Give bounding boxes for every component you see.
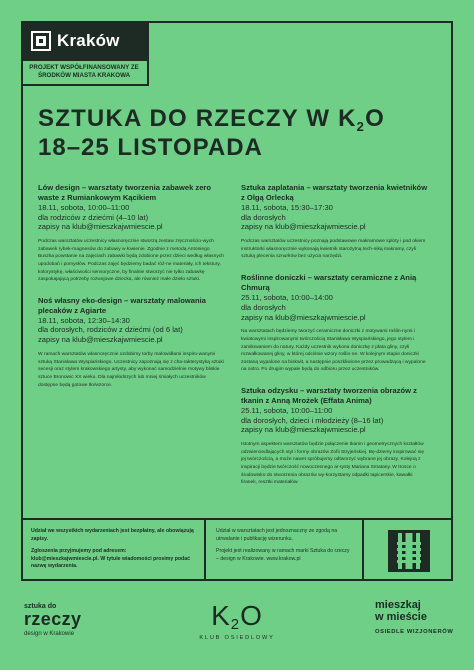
qr-code[interactable] bbox=[388, 530, 430, 572]
event-block bbox=[241, 183, 428, 261]
funding-note: PROJEKT WSPÓŁFINANSOWANY ZE ŚRODKÓW MIASTA KRAKOWA bbox=[21, 61, 149, 86]
event-title: Sztuka zaplatania – warsztaty tworzenia kwietników z Olgą Orlecką bbox=[241, 183, 428, 202]
events-column-right bbox=[241, 183, 428, 499]
event-details: 18.11, sobota, 12:30–14:30 dla dorosłych, rodziców z dziećmi (od 6 lat) zapisy na klub@mieszkajwmiescie.pl bbox=[38, 315, 183, 345]
poster-title: SZTUKA DO RZECZY W $K_2O$ bbox=[38, 105, 385, 134]
event-description: Podczas warsztatów uczestnicy własnoręcznie stworzą zestaw zręcznościo-wych zabawek rybek-magnesów do zabawy w łowienie. Zgodnie z metodą Antoniego Buszka powstanie na zajęciach zabawki będą zdobione przez dzieci według własnych upodobań i pomysłów. Podczas zajęć będziemy badać róż-ne materiały, ich tekstury, kolorystykę, właściwości sensoryczne, by finalnie stworzyć nie tylko zabawkę zaspokajającą potrzeby rozwojowe dziecka, ale również małe dzieło sztuki. bbox=[38, 239, 224, 283]
event-title: Roślinne doniczki – warsztaty ceramiczne z Anią Chmurą bbox=[241, 273, 417, 292]
event-description: Podczas warsztatów uczestnicy poznają podstawowe makramowe sploty i pod okiem instruktorki własnoręcznie wykonają kwietnik starożytną tech-niką makramy, czyli sztuką plecenia sznurków bez użycia narzędzi. bbox=[241, 239, 426, 260]
event-title: Sztuka odzysku – warsztaty tworzenia obrazów z tkanin z Anną Mrożek (Effata Anima) bbox=[241, 385, 417, 405]
event-description: Istotnym aspektem warsztatów będzie połączenie tkanin i geometrycznych kształtów odzwierciedlających styl i formy obrazów Zofii Stryjeńskiej. Bę-dziemy inspirować się jej twórczością, a może nawet spróbujemy odtworzyć wybrane jej obrazy. Kolejną z inspiracji będzie twórczość nowoczesnego ar-tysty Mariana Smatany. W trosce o środowisko do stworzenia obrazów wy-korzystamy odpadki tapicerskie, kawałki firanek, resztki materiałów. bbox=[241, 442, 424, 486]
events-column-left bbox=[38, 183, 225, 401]
event-block bbox=[38, 296, 225, 389]
event-block bbox=[38, 183, 225, 284]
event-description: Na warsztatach będziemy tworzyć ceramiczne doniczki z motywami roślin-nymi i kwiatowymi inspirowanymi twórczością Stanisława Wyspiańskiego, jego stylem i zamiłowaniem do natury. Każdy uczestnik wykona doniczkę z płata gliny, czyli rozwałkowanej gliny, w której odciśnie wzory roślin-ne. W kolejnym etapie doniczki zostaną wypalone na biskwit, a następnie poszkliwione przez prowadzącą i wypalone na ostro. Po drugim wypale będą do odbioru przez uczestników. bbox=[241, 329, 426, 373]
consent-note: Udział w warsztatach jest jednoznaczny ze zgodą na utrwalanie i publikację wizerunku. bbox=[216, 528, 338, 542]
sztuka-do-rzeczy-logo: sztuka do rzeczy design w Krakowie bbox=[24, 603, 82, 638]
event-details: 18.11, sobota, 10:00–11:00 dla rodziców z dziećmi (4–10 lat) zapisy na klub@mieszkajwmiescie.pl bbox=[38, 202, 163, 232]
event-details: 25.11, sobota, 10:00–11:00 dla dorosłych, dzieci i młodzieży (8–16 lat) zapisy na klub@mieszkajwmiescie.pl bbox=[241, 405, 384, 435]
registration-email-note: Zgłoszenia przyjmujemy pod adresem: klub@mieszkajwmiescie.pl. W tytule wiadomości prosimy podać nazwę wydarzenia. bbox=[31, 548, 190, 570]
event-description: W ramach warsztatów własnoręcznie ozdobimy torby malowidłami inspiro-wanymi sztuką Stanisława Wyspiańskiego. Uczestnicy zapoznają się z cha-rakterystyką sztuki secesji oraz stylem krakowskiego artysty, aby wykonać samodzielnie motywy bliskie sztuce Bronowic XX wieku. Dla najmłodszych lub mniej śmiałych uczestników dostępne będą gotowe tło/wzorce. bbox=[38, 352, 224, 388]
project-info bbox=[206, 520, 364, 581]
event-title: Lów design – warsztaty tworzenia zabawek zero waste z Rumiankowym Kącikiem bbox=[38, 183, 212, 202]
qr-cell bbox=[364, 520, 453, 581]
k2o-logo: $K_2O$ KLUB OSIEDLOWY bbox=[199, 600, 275, 641]
registration-info bbox=[21, 520, 206, 581]
event-details: 18.11, sobota, 15:30–17:30 dla dorosłych zapisy na klub@mieszkajwmiescie.pl bbox=[241, 202, 366, 232]
mieszkaj-w-miescie-logo: mieszkaj w mieście OSIEDLE WIZJONERÓW bbox=[375, 599, 454, 636]
event-block bbox=[241, 273, 428, 374]
krakow-logo bbox=[21, 21, 149, 61]
poster-dates: 18–25 LISTOPADA bbox=[38, 134, 263, 161]
event-title: Noś własny eko-design – warsztaty malowania plecaków z Agiarte bbox=[38, 295, 206, 315]
project-note: Projekt jest realizowany w ramach marki Sztuka do rzeczy – design w Krakowie. www.krakow.pl bbox=[216, 548, 350, 562]
krakow-logo-text: Kraków bbox=[57, 31, 120, 50]
krakow-logo-icon bbox=[31, 31, 51, 51]
event-block bbox=[241, 386, 428, 487]
registration-free-note: Udział we wszystkich wydarzeniach jest bezpłatny, ale obowiązują zapisy. bbox=[31, 528, 194, 542]
event-details: 25.11, sobota, 10:00–14:00 dla dorosłych zapisy na klub@mieszkajwmiescie.pl bbox=[241, 292, 366, 322]
